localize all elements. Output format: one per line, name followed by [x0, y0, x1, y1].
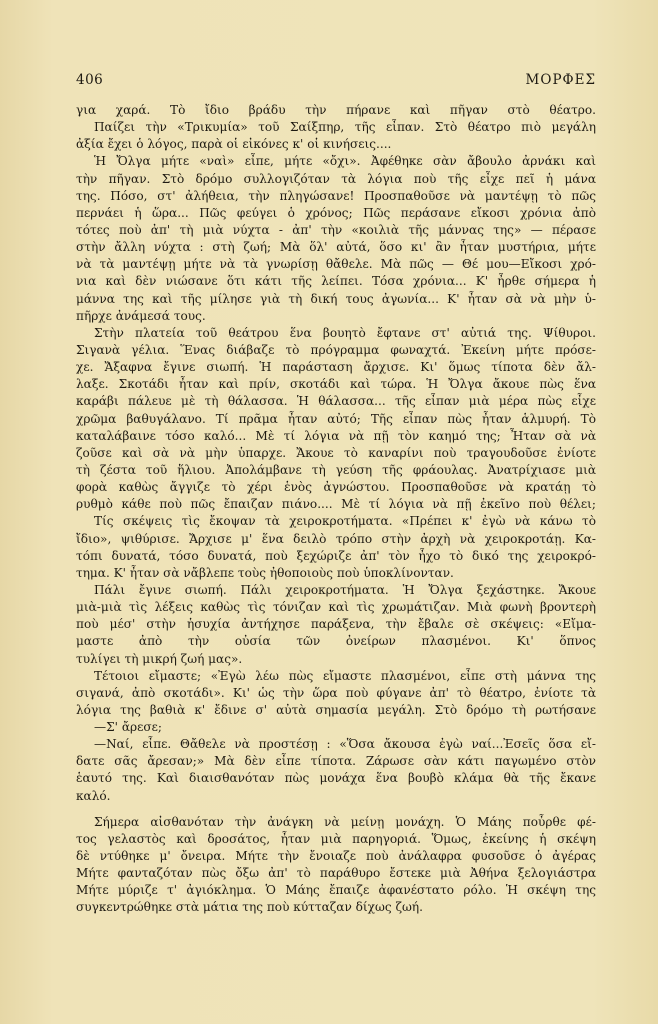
text-line: —Σ' ἄρεσε;: [94, 720, 162, 735]
text-line: Τέτοιοι εἴμαστε; «Ἐγὼ λέω πὼς εἴμαστε πλασμένοι, εἶπε στὴ μάννα της: [94, 668, 596, 683]
text-line: μαστε ἀπὸ τὴν οὐσία τῶν ὀνείρων πλασμένοι. Κι' ὅπνος: [76, 634, 596, 649]
text-line: ἴδιο», ψιθύρισε. Ἄρχισε μ' ἕνα δειλὸ τρόπο στὴν ἀρχὴ νὰ χειροκροτάῃ. Κα-: [76, 531, 596, 546]
text-line: μάννα της καὶ τῆς μίλησε γιὰ τὴ δική τους ἀγωνία... Κ' ἦταν σὰ νὰ μὴν ὑ-: [76, 291, 596, 306]
text-line: καράβι πάλευε μὲ τὴ θάλασσα. Ἡ θάλασσα... τῆς εἶπαν μιὰ μέρα πὼς εἶχε: [76, 394, 596, 409]
text-line: Μήτε μύριζε τ' ἀγιόκλημα. Ὁ Μάης ἔπαιζε ἀφανέστατο ρόλο. Ἡ σκέψη της: [76, 883, 596, 898]
text-line: Τίς σκέψεις τὶς ἔκοψαν τὰ χειροκροτήματα. «Πρέπει κ' ἐγὼ νὰ κάνω τὸ: [94, 514, 596, 529]
text-line: Σιγανὰ γέλια. Ἕνας διάβαζε τὸ πρόγραμμα φωναχτά. Ἐκείνη μήτε πρόσε-: [76, 342, 596, 357]
text-line: πῆρχε ἀνάμεσά τους.: [76, 308, 206, 323]
text-line: τὴν πῆγαν. Στὸ δρόμο συλλογιζόταν τὰ λόγια ποὺ τῆς εἶχε πεῖ ἡ μάνα: [76, 171, 596, 186]
text-line: Πάλι ἔγινε σιωπή. Πάλι χειροκροτήματα. Ἡ Ὄλγα ξεχάστηκε. Ἄκουε: [94, 582, 596, 597]
text-line: τημα. Κ' ἦταν σὰ νἄβλεπε τοὺς ἠθοποιοὺς ποὺ ὑποκλίνονταν.: [76, 565, 454, 580]
text-line: —Ναί, εἶπε. Θἄθελε νὰ προστέσῃ : «Ὅσα ἄκουσα ἐγὼ ναί...Ἐσεῖς ὅσα εἴ-: [94, 737, 596, 752]
text-line: δὲ ντύθηκε μ' ὄνειρα. Μήτε τὴν ἔνοιαζε ποὺ ἀνάλαφρα φυσοῦσε ὁ ἀγέρας: [76, 849, 596, 864]
section-gap: [76, 805, 596, 814]
text-line: της. Πόσο, στ' ἀλήθεια, τὴν πληγώσανε! Προσπαθοῦσε νὰ μαντέψῃ τὸ πῶς: [76, 188, 596, 203]
text-line: λόγια της βαθιὰ κ' ἔδινε σ' αὐτὰ σημασία μεγάλη. Στὸ δρόμο τὴ ρωτήσανε: [76, 702, 596, 717]
text-line: νια καὶ δὲν νιώσανε ὅτι κάτι τῆς λείπει. Τόσα χρόνια... Κ' ἦρθε σήμερα ἡ: [76, 274, 596, 289]
page-number: 406: [76, 72, 104, 88]
text-line: ζοῦσε καὶ σὰ νὰ μὴν ὑπαρχε. Ἄκουε τὸ καναρίνι ποὺ τραγουδοῦσε ἐνίοτε: [76, 445, 596, 460]
text-line: Μήτε φανταζόταν πὼς ὄξω ἀπ' τὸ παράθυρο ἔστεκε μιὰ Ἀθήνα ξελογιάστρα: [76, 866, 596, 881]
body-text: [76, 102, 596, 917]
page-header: [76, 72, 596, 92]
text-line: στὴν ἄλλη νύχτα : στὴ ζωή; Μὰ ὅλ' αὐτά, ὅσο κι' ἂν ἦταν μυστήρια, μήτε: [76, 240, 596, 255]
text-line: Στὴν πλατεία τοῦ θεάτρου ἕνα βουητὸ ἔφτανε στ' αὐτιά της. Ψίθυροι.: [94, 325, 596, 340]
text-line: Παίζει τὴν «Τρικυμία» τοῦ Σαίξπηρ, τῆς εἶπαν. Στὸ θέατρο πιὸ μεγάλη: [94, 120, 596, 135]
text-line: για χαρά. Τὸ ἴδιο βράδυ τὴν πήρανε καὶ πῆγαν στὸ θέατρο.: [76, 103, 596, 117]
text-line: ρυθμὸ κάθε ποὺ πῶς ἔπαιζαν πιάνο.... Μὲ τί λόγια νὰ πῇ ἐκεῖνο ποὺ θέλει;: [76, 497, 596, 512]
text-line: χε. Ἄξαφνα ἔγινε σιωπή. Ἡ παράσταση ἄρχισε. Κι' ὅμως τίποτα δὲν ἄλ-: [76, 360, 596, 375]
text-line: τότες ποὺ ἀπ' τὴ μιὰ νύχτα - ἀπ' τὴν «κοιλιὰ τῆς μάννας της» — πέρασε: [76, 222, 596, 237]
text-line: νὰ τὰ μαντέψῃ μήτε νὰ τὰ γνωρίσῃ θἄθελε. Μὰ πῶς — Θέ μου—Εἴκοσι χρό-: [76, 257, 596, 272]
text-line: χρῶμα βαθυγάλανο. Τί πρᾶμα ἦταν αὐτό; Τῆς εἶπαν πὼς ἦταν ἁλμυρή. Τὸ: [76, 411, 596, 426]
running-title: ΜΟΡΦΕΣ: [525, 72, 596, 88]
text-line: Σήμερα αἰσθανόταν τὴν ἀνάγκη νὰ μείνῃ μονάχη. Ὁ Μάης ποὖρθε φέ-: [94, 814, 596, 829]
text-line: σιγανά, ἀπὸ σκοτάδι». Κι' ὡς τὴν ὥρα ποὺ φύγανε ἀπ' τὸ θέατρο, ἐνίοτε τὰ: [76, 685, 596, 700]
text-line: ἑαυτό της. Καὶ διαισθανόταν πὼς μονάχα ἕνα βουβὸ κλάμα θὰ τῆς ἔκανε: [76, 771, 596, 786]
text-line: καλό.: [76, 788, 111, 803]
text-line: τυλίγει τὴ μικρή ζωή μας».: [76, 651, 243, 666]
text-line: ἀξία ἔχει ὁ λόγος, παρὰ οἱ εἰκόνες κ' οἱ κινήσεις....: [76, 137, 392, 152]
text-line: ποὺ μέσ' στὴν ἡσυχία ἀντήχησε παράξενα, τὴν ἔβαλε σὲ σκέψεις: «Εἴμα-: [76, 617, 596, 632]
text-line: λαξε. Σκοτάδι ἦταν καὶ πρίν, σκοτάδι καὶ τώρα. Ἡ Ὄλγα ἄκουε πὼς ἕνα: [76, 377, 596, 392]
text-line: τὴ ζέστα τοῦ ἥλιου. Ἀπολάμβανε τὴ γεύση τῆς φράουλας. Ἀνατρίχιασε μιὰ: [76, 462, 596, 477]
text-line: τόπι δυνατά, τόσο δυνατά, ποὺ ξεχώριζε ἀπ' τὸν ἦχο τὸ δικό της χειροκρό-: [76, 548, 596, 563]
text-line: Ἡ Ὄλγα μήτε «ναὶ» εἶπε, μήτε «ὄχι». Ἀφέθηκε σὰν ἄβουλο ἀρνάκι καὶ: [94, 154, 596, 169]
text-line: συγκεντρώθηκε στὰ μάτια της ποὺ κύτταζαν δίχως ζωή.: [76, 900, 423, 915]
text-line: δατε σᾶς ἄρεσαν;» Μὰ δὲν εἶπε τίποτα. Ζάρωσε σὰν κάτι παγωμένο στὸν: [76, 754, 596, 769]
text-line: μιὰ-μιὰ τὶς λέξεις καθὼς τὶς τόνιζαν καὶ τὶς χρωμάτιζαν. Μιὰ φωνὴ βροντερὴ: [76, 600, 596, 615]
text-line: καταλάβαινε τόσο καλό... Μὲ τί λόγια νὰ πῇ τὸν καημό της; Ἦταν σὰ νὰ: [76, 428, 596, 443]
text-line: περνάει ἡ ὥρα... Πῶς φεύγει ὁ χρόνος; Πῶς περάσανε εἴκοσι χρόνια ἀπὸ: [76, 205, 596, 220]
text-line: τος γελαστὸς καὶ δροσάτος, ἦταν μιὰ παρηγοριά. Ὅμως, ἐκείνης ἡ σκέψη: [76, 831, 596, 846]
text-line: φορὰ καθὼς ἄγγιζε τὸ χέρι ἑνὸς ἀγνώστου. Προσπαθοῦσε νὰ κρατάῃ τὸ: [76, 480, 596, 495]
